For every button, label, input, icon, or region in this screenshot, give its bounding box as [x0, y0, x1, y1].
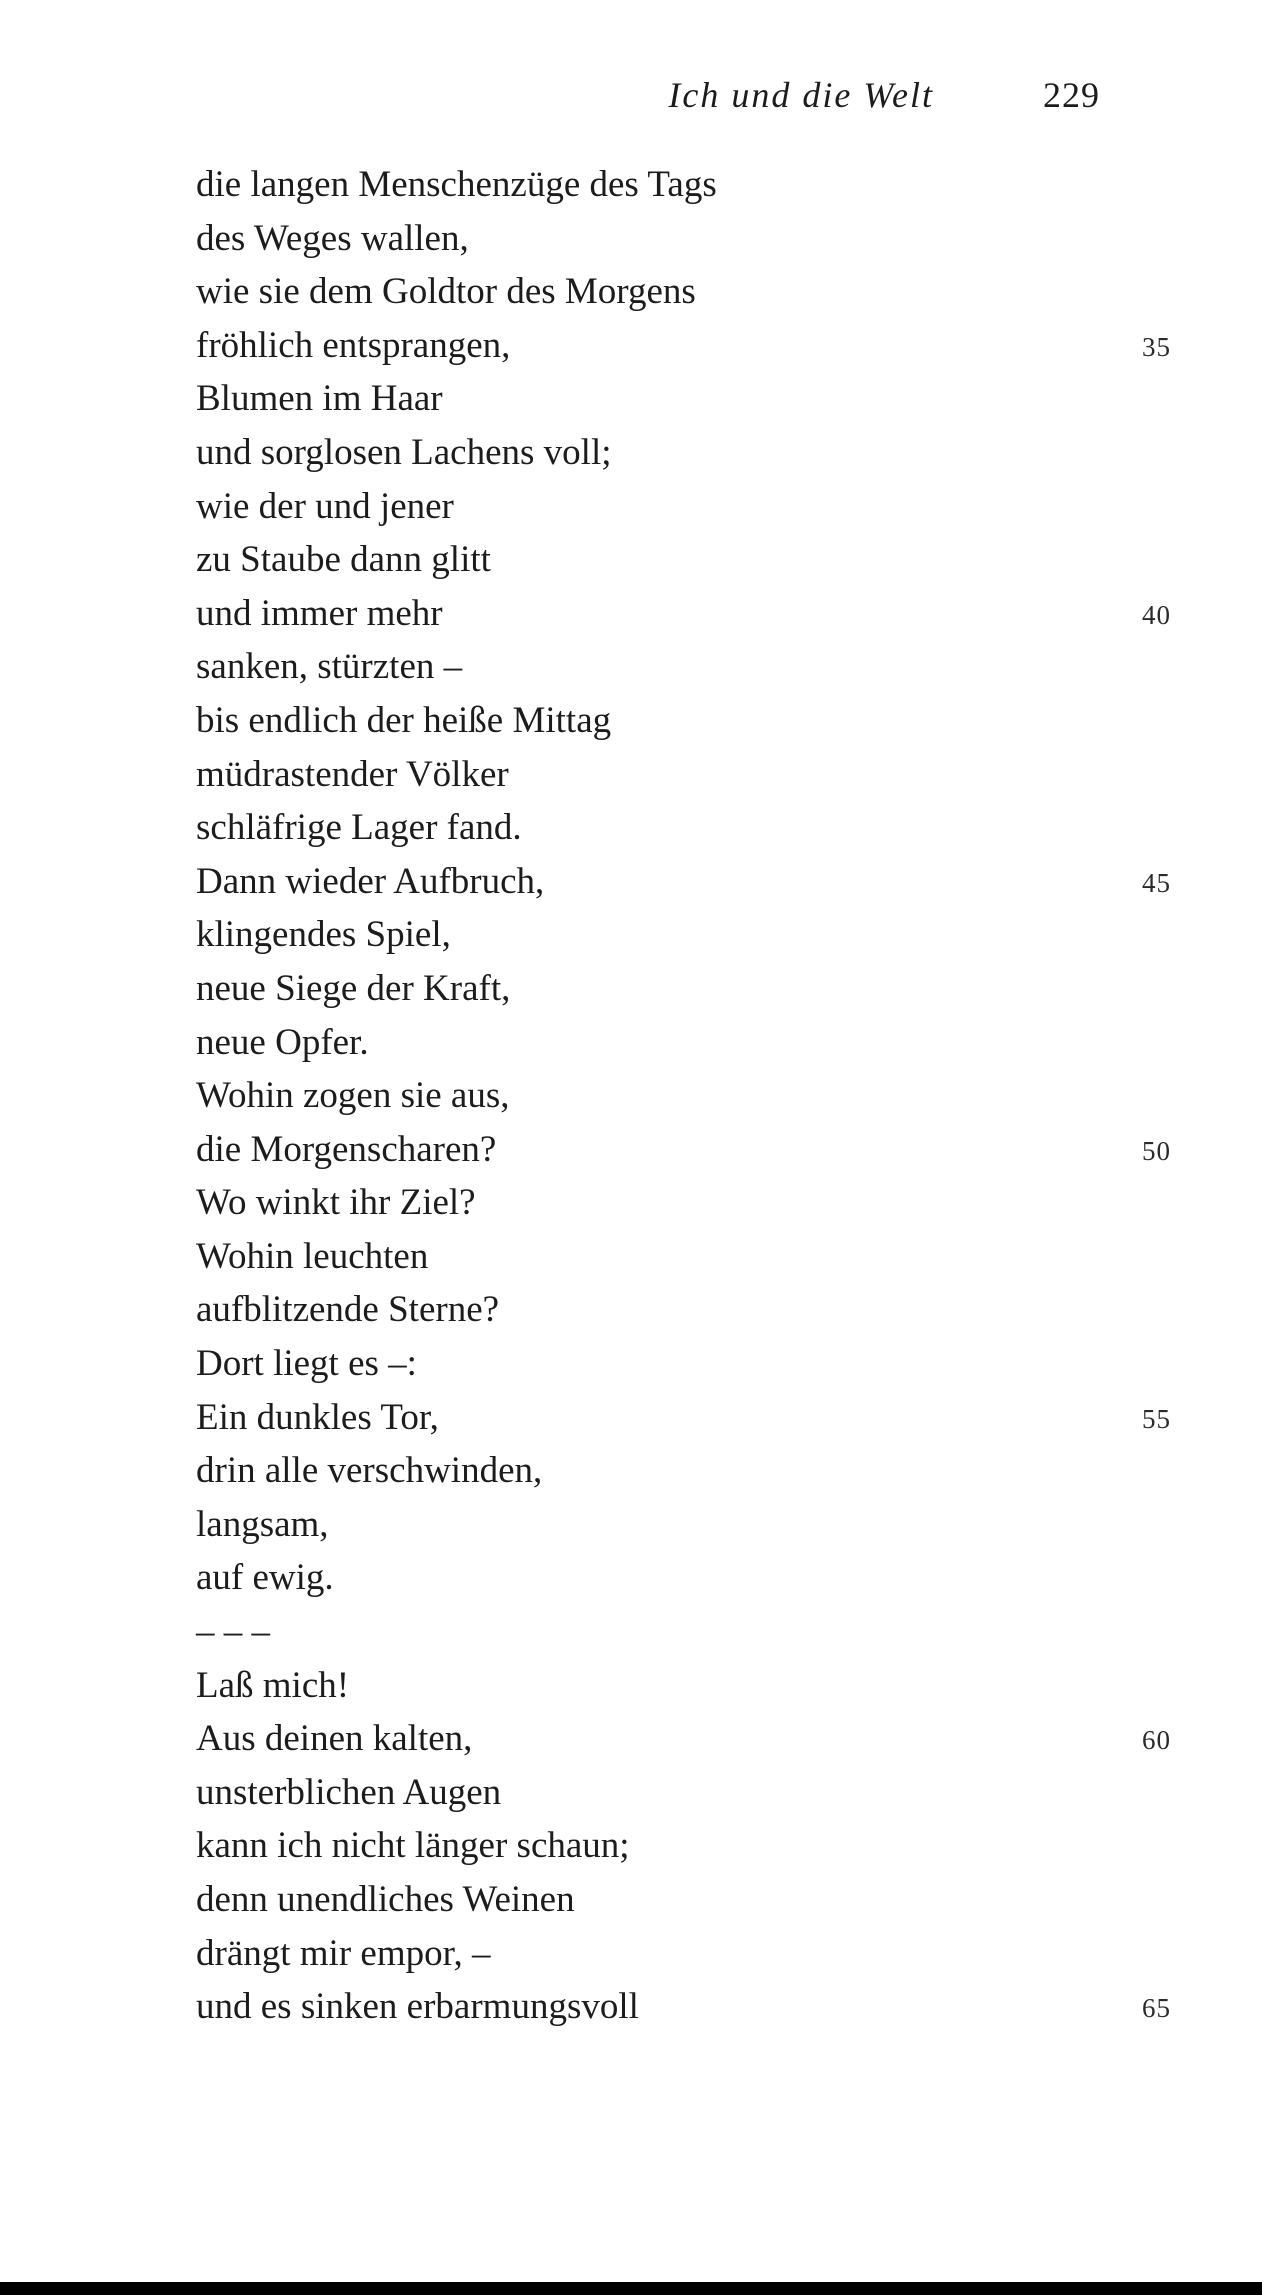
verse-line — [196, 1980, 1196, 2034]
verse-line — [196, 694, 1196, 748]
verse-line — [196, 1551, 1196, 1605]
scan-bottom-edge — [0, 2282, 1262, 2295]
verse-line — [196, 640, 1196, 694]
verse-text: und es sinken erbarmungsvoll — [196, 1986, 639, 2028]
poem-body — [196, 158, 1196, 2034]
verse-line — [196, 1712, 1196, 1766]
verse-text: neue Opfer. — [196, 1021, 369, 1063]
verse-line — [196, 1444, 1196, 1498]
verse-line — [196, 1766, 1196, 1820]
verse-text: des Weges wallen, — [196, 217, 469, 259]
verse-text: schläfrige Lager fand. — [196, 807, 522, 849]
verse-line — [196, 1873, 1196, 1927]
verse-text: langsam, — [196, 1503, 329, 1545]
verse-line — [196, 1498, 1196, 1552]
verse-text: die langen Menschenzüge des Tags — [196, 164, 717, 205]
verse-text: drängt mir empor, – — [196, 1932, 491, 1974]
line-number: 65 — [1142, 1993, 1171, 2024]
verse-text: neue Siege der Kraft, — [196, 967, 511, 1009]
verse-line — [196, 801, 1196, 855]
verse-line — [196, 480, 1196, 534]
verse-line — [196, 1605, 1196, 1659]
verse-text: klingendes Spiel, — [196, 914, 451, 956]
verse-text: zu Staube dann glitt — [196, 539, 491, 581]
verse-line — [196, 1337, 1196, 1391]
verse-text: drin alle verschwinden, — [196, 1450, 543, 1492]
verse-text: und sorglosen Lachens voll; — [196, 431, 612, 473]
verse-line — [196, 533, 1196, 587]
verse-text: aufblitzende Sterne? — [196, 1289, 500, 1331]
verse-line — [196, 1069, 1196, 1123]
verse-text: Ein dunkles Tor, — [196, 1396, 439, 1438]
verse-line — [196, 1819, 1196, 1873]
verse-text: denn unendliches Weinen — [196, 1879, 575, 1920]
verse-line — [196, 158, 1196, 212]
verse-text: Laß mich! — [196, 1664, 350, 1706]
line-number: 45 — [1142, 867, 1171, 898]
verse-line — [196, 1016, 1196, 1070]
verse-text: wie sie dem Goldtor des Morgens — [196, 271, 696, 313]
verse-line — [196, 1123, 1196, 1177]
verse-line — [196, 962, 1196, 1016]
verse-text: wie der und jener — [196, 485, 454, 527]
verse-line — [196, 908, 1196, 962]
running-head — [0, 74, 1262, 124]
verse-line — [196, 265, 1196, 319]
verse-text: auf ewig. — [196, 1557, 334, 1599]
line-number: 55 — [1142, 1403, 1171, 1434]
verse-text: unsterblichen Augen — [196, 1771, 502, 1813]
verse-text: die Morgenscharen? — [196, 1128, 497, 1170]
verse-line — [196, 1176, 1196, 1230]
verse-text: Wohin zogen sie aus, — [196, 1075, 510, 1117]
running-head-title: Ich und die Welt — [668, 75, 934, 115]
verse-text: sanken, stürzten – — [196, 646, 463, 688]
line-number: 35 — [1142, 331, 1171, 362]
verse-line — [196, 1927, 1196, 1981]
verse-text: Wohin leuchten — [196, 1235, 429, 1277]
line-number: 60 — [1142, 1725, 1171, 1756]
verse-text: Wo winkt ihr Ziel? — [196, 1182, 476, 1224]
page-number: 229 — [1043, 75, 1100, 115]
verse-text: bis endlich der heiße Mittag — [196, 699, 612, 741]
line-number: 50 — [1142, 1135, 1171, 1166]
verse-line — [196, 1391, 1196, 1445]
verse-text: müdrastender Völker — [196, 753, 509, 795]
verse-text: Blumen im Haar — [196, 378, 443, 420]
line-number: 40 — [1142, 599, 1171, 630]
verse-line — [196, 426, 1196, 480]
verse-line — [196, 319, 1196, 373]
verse-line — [196, 748, 1196, 802]
verse-text: fröhlich entsprangen, — [196, 324, 511, 366]
verse-text: Dann wieder Aufbruch, — [196, 860, 545, 902]
verse-text: Dort liegt es –: — [196, 1343, 417, 1385]
verse-line — [196, 1283, 1196, 1337]
verse-line — [196, 372, 1196, 426]
verse-text: kann ich nicht länger schaun; — [196, 1825, 630, 1867]
verse-line — [196, 587, 1196, 641]
verse-text: Aus deinen kalten, — [196, 1718, 473, 1760]
verse-line — [196, 212, 1196, 266]
verse-line — [196, 855, 1196, 909]
verse-line — [196, 1659, 1196, 1713]
verse-text: – – – — [196, 1611, 270, 1653]
verse-line — [196, 1230, 1196, 1284]
verse-text: und immer mehr — [196, 592, 443, 634]
